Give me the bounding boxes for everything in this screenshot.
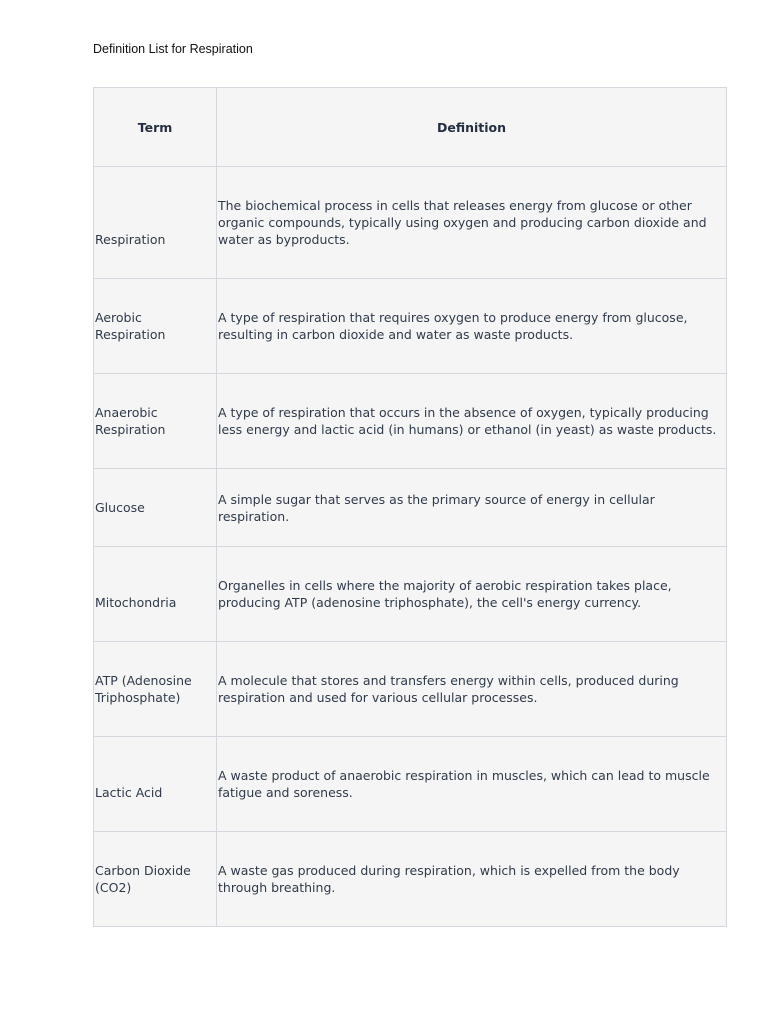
table-row <box>94 642 727 737</box>
definition-cell: Organelles in cells where the majority of aerobic respiration takes place, producing ATP (adenosine triphosphate), the cell's energy currency. <box>217 547 727 642</box>
term-column-header: Term <box>94 88 217 167</box>
term-cell: Anaerobic Respiration <box>94 374 217 469</box>
term-cell: Carbon Dioxide (CO2) <box>94 832 217 927</box>
definition-table <box>93 87 727 927</box>
term-cell: Lactic Acid <box>94 737 217 832</box>
definition-cell: A simple sugar that serves as the primary source of energy in cellular respiration. <box>217 469 727 547</box>
definition-cell: A type of respiration that occurs in the absence of oxygen, typically producing less energy and lactic acid (in humans) or ethanol (in yeast) as waste products. <box>217 374 727 469</box>
table-row <box>94 279 727 374</box>
term-cell: Aerobic Respiration <box>94 279 217 374</box>
term-cell: ATP (Adenosine Triphosphate) <box>94 642 217 737</box>
definition-cell: A waste product of anaerobic respiration in muscles, which can lead to muscle fatigue and soreness. <box>217 737 727 832</box>
definition-cell: The biochemical process in cells that releases energy from glucose or other organic compounds, typically using oxygen and producing carbon dioxide and water as byproducts. <box>217 167 727 279</box>
term-cell: Glucose <box>94 469 217 547</box>
definition-column-header: Definition <box>217 88 727 167</box>
definition-cell: A type of respiration that requires oxygen to produce energy from glucose, resulting in carbon dioxide and water as waste products. <box>217 279 727 374</box>
table-row <box>94 737 727 832</box>
definition-cell: A molecule that stores and transfers energy within cells, produced during respiration and used for various cellular processes. <box>217 642 727 737</box>
table-header-row <box>94 88 727 167</box>
term-cell: Mitochondria <box>94 547 217 642</box>
table-row <box>94 547 727 642</box>
document-title: Definition List for Respiration <box>93 42 253 56</box>
table-row <box>94 374 727 469</box>
table-row <box>94 832 727 927</box>
definition-cell: A waste gas produced during respiration, which is expelled from the body through breathing. <box>217 832 727 927</box>
table-row <box>94 167 727 279</box>
term-cell: Respiration <box>94 167 217 279</box>
table-row <box>94 469 727 547</box>
